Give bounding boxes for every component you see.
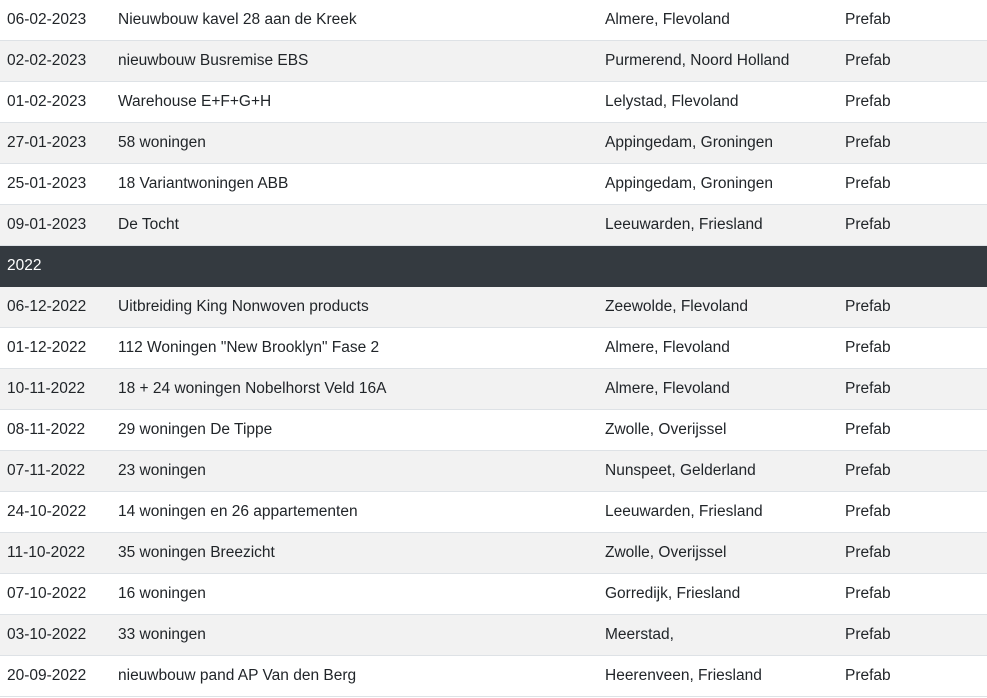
project-name: 58 woningen [111,123,598,164]
project-name: Uitbreiding King Nonwoven products [111,287,598,328]
project-date: 10-11-2022 [0,369,111,410]
project-type: Prefab [838,123,987,164]
project-type: Prefab [838,492,987,533]
project-location: Leeuwarden, Friesland [598,492,838,533]
project-date: 01-02-2023 [0,82,111,123]
project-date: 06-02-2023 [0,0,111,41]
project-type: Prefab [838,164,987,205]
project-date: 11-10-2022 [0,533,111,574]
project-row[interactable] [0,205,987,246]
project-row[interactable] [0,615,987,656]
project-name: 23 woningen [111,451,598,492]
project-type: Prefab [838,615,987,656]
year-label: 2022 [0,246,987,287]
project-row[interactable] [0,410,987,451]
project-name: 14 woningen en 26 appartementen [111,492,598,533]
project-date: 06-12-2022 [0,287,111,328]
project-row[interactable] [0,574,987,615]
project-location: Lelystad, Flevoland [598,82,838,123]
project-name: 18 Variantwoningen ABB [111,164,598,205]
project-name: 35 woningen Breezicht [111,533,598,574]
project-date: 01-12-2022 [0,328,111,369]
project-row[interactable] [0,369,987,410]
project-name: 29 woningen De Tippe [111,410,598,451]
project-date: 24-10-2022 [0,492,111,533]
project-location: Zeewolde, Flevoland [598,287,838,328]
project-location: Nunspeet, Gelderland [598,451,838,492]
project-name: 18 + 24 woningen Nobelhorst Veld 16A [111,369,598,410]
project-date: 20-09-2022 [0,656,111,697]
project-name: 16 woningen [111,574,598,615]
project-type: Prefab [838,451,987,492]
project-row[interactable] [0,82,987,123]
project-row[interactable] [0,0,987,41]
project-name: nieuwbouw Busremise EBS [111,41,598,82]
project-type: Prefab [838,533,987,574]
project-type: Prefab [838,369,987,410]
year-header-row [0,246,987,287]
project-row[interactable] [0,164,987,205]
project-name: Nieuwbouw kavel 28 aan de Kreek [111,0,598,41]
project-location: Appingedam, Groningen [598,164,838,205]
project-location: Leeuwarden, Friesland [598,205,838,246]
project-date: 25-01-2023 [0,164,111,205]
project-row[interactable] [0,41,987,82]
project-type: Prefab [838,410,987,451]
project-type: Prefab [838,328,987,369]
project-location: Zwolle, Overijssel [598,533,838,574]
project-row[interactable] [0,492,987,533]
project-row[interactable] [0,533,987,574]
project-type: Prefab [838,574,987,615]
project-name: 33 woningen [111,615,598,656]
project-date: 03-10-2022 [0,615,111,656]
project-type: Prefab [838,82,987,123]
project-date: 08-11-2022 [0,410,111,451]
project-location: Almere, Flevoland [598,328,838,369]
project-type: Prefab [838,287,987,328]
project-location: Gorredijk, Friesland [598,574,838,615]
project-location: Almere, Flevoland [598,0,838,41]
project-date: 07-11-2022 [0,451,111,492]
project-date: 27-01-2023 [0,123,111,164]
project-row[interactable] [0,328,987,369]
project-row[interactable] [0,656,987,697]
project-type: Prefab [838,205,987,246]
project-location: Zwolle, Overijssel [598,410,838,451]
project-location: Appingedam, Groningen [598,123,838,164]
project-type: Prefab [838,656,987,697]
project-type: Prefab [838,0,987,41]
project-row[interactable] [0,287,987,328]
project-row[interactable] [0,451,987,492]
project-name: Warehouse E+F+G+H [111,82,598,123]
project-name: De Tocht [111,205,598,246]
project-date: 07-10-2022 [0,574,111,615]
project-location: Meerstad, [598,615,838,656]
project-row[interactable] [0,123,987,164]
project-type: Prefab [838,41,987,82]
project-date: 02-02-2023 [0,41,111,82]
project-location: Purmerend, Noord Holland [598,41,838,82]
project-date: 09-01-2023 [0,205,111,246]
project-name: 112 Woningen "New Brooklyn" Fase 2 [111,328,598,369]
project-name: nieuwbouw pand AP Van den Berg [111,656,598,697]
project-location: Almere, Flevoland [598,369,838,410]
project-location: Heerenveen, Friesland [598,656,838,697]
